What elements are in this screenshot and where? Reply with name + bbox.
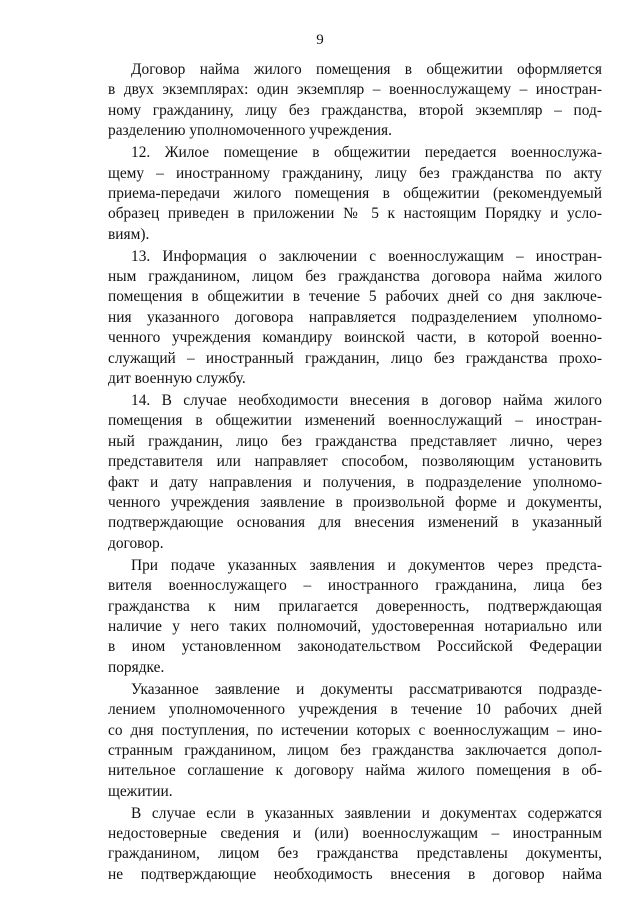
- paragraph: [108, 60, 602, 142]
- text-line: недостоверные сведения и (или) военнослужащим – иностранным: [108, 825, 602, 843]
- text-line: ченного учреждения командиру воинской части, в которой военно-: [108, 329, 602, 347]
- text-line: вителя военнослужащего – иностранного гражданина, лица без: [108, 577, 602, 595]
- text-line: Указанное заявление и документы рассматриваются подразде-: [131, 680, 602, 698]
- text-line: представителя или направляет способом, позволяющим установить: [108, 453, 602, 471]
- text-line: наличие у него таких полномочий, удостоверенная нотариально или: [108, 617, 602, 635]
- text-line: виям).: [108, 225, 150, 243]
- text-line: В случае если в указанных заявлении и документах содержатся: [131, 804, 602, 822]
- text-line: ченного учреждения заявление в произвольной форме и документы,: [108, 494, 602, 512]
- text-line: в двух экземплярах: один экземпляр – военнослужащему – иностран-: [108, 81, 602, 99]
- text-line: ным гражданином, лицом без гражданства договора найма жилого: [108, 268, 602, 286]
- text-line: щему – иностранному гражданину, лицу без гражданства по акту: [108, 164, 602, 182]
- text-line: ния указанного договора направляется подразделением уполномо-: [108, 308, 602, 326]
- text-line: щежитии.: [108, 782, 173, 800]
- text-line: факт и дату направления и получения, в подразделение уполномо-: [108, 473, 602, 491]
- paragraph: [108, 247, 602, 390]
- paragraph: [108, 680, 602, 802]
- text-line: 14. В случае необходимости внесения в договор найма жилого: [131, 392, 602, 409]
- paragraph: [108, 143, 602, 245]
- page-number: 9: [316, 32, 324, 48]
- text-line: служащий – иностранный гражданин, лицо без гражданства прохо-: [108, 349, 602, 367]
- text-line: помещения в общежитии изменений военнослужащий – иностран-: [108, 412, 602, 430]
- paragraph: [108, 391, 602, 554]
- text-line: помещения в общежитии в течение 5 рабочих дней со дня заключе-: [108, 288, 602, 306]
- text-line: Договор найма жилого помещения в общежитии оформляется: [131, 61, 602, 78]
- text-line: ному гражданину, лицу без гражданства, второй экземпляр – под-: [108, 101, 602, 119]
- text-line: 13. Информация о заключении с военнослужащим – иностран-: [131, 247, 602, 265]
- text-line: дит военную службу.: [108, 370, 246, 388]
- paragraph: [108, 804, 602, 886]
- text-line: не подтверждающие необходимость внесения в договор найма: [108, 865, 602, 883]
- text-line: лением уполномоченного учреждения в течение 10 рабочих дней: [108, 701, 602, 719]
- text-line: странным гражданином, лицом без гражданства заключается допол-: [108, 741, 602, 759]
- text-line: договор.: [108, 534, 164, 552]
- text-line: При подаче указанных заявления и документов через предста-: [131, 556, 602, 574]
- text-line: гражданства к ним прилагается доверенность, подтверждающая: [108, 597, 602, 615]
- text-line: образец приведен в приложении № 5 к настоящим Порядку и усло-: [108, 205, 602, 223]
- text-line: в ином установленном законодательством Российской Федерации: [108, 638, 602, 656]
- text-line: порядке.: [108, 658, 165, 676]
- text-line: разделению уполномоченного учреждения.: [108, 122, 392, 140]
- paragraph: [108, 556, 602, 678]
- text-line: подтверждающие основания для внесения изменений в указанный: [108, 514, 602, 532]
- text-line: 12. Жилое помещение в общежитии передается военнослужа-: [131, 144, 602, 162]
- text-line: со дня поступления, по истечении которых с военнослужащим – ино-: [108, 721, 602, 739]
- text-line: нительное соглашение к договору найма жилого помещения в об-: [108, 762, 602, 780]
- document-body: [108, 60, 602, 887]
- text-line: гражданином, лицом без гражданства представлены документы,: [108, 845, 602, 863]
- text-line: ный гражданин, лицо без гражданства представляет лично, через: [108, 432, 602, 450]
- text-line: приема-передачи жилого помещения в общежитии (рекомендуемый: [108, 184, 602, 202]
